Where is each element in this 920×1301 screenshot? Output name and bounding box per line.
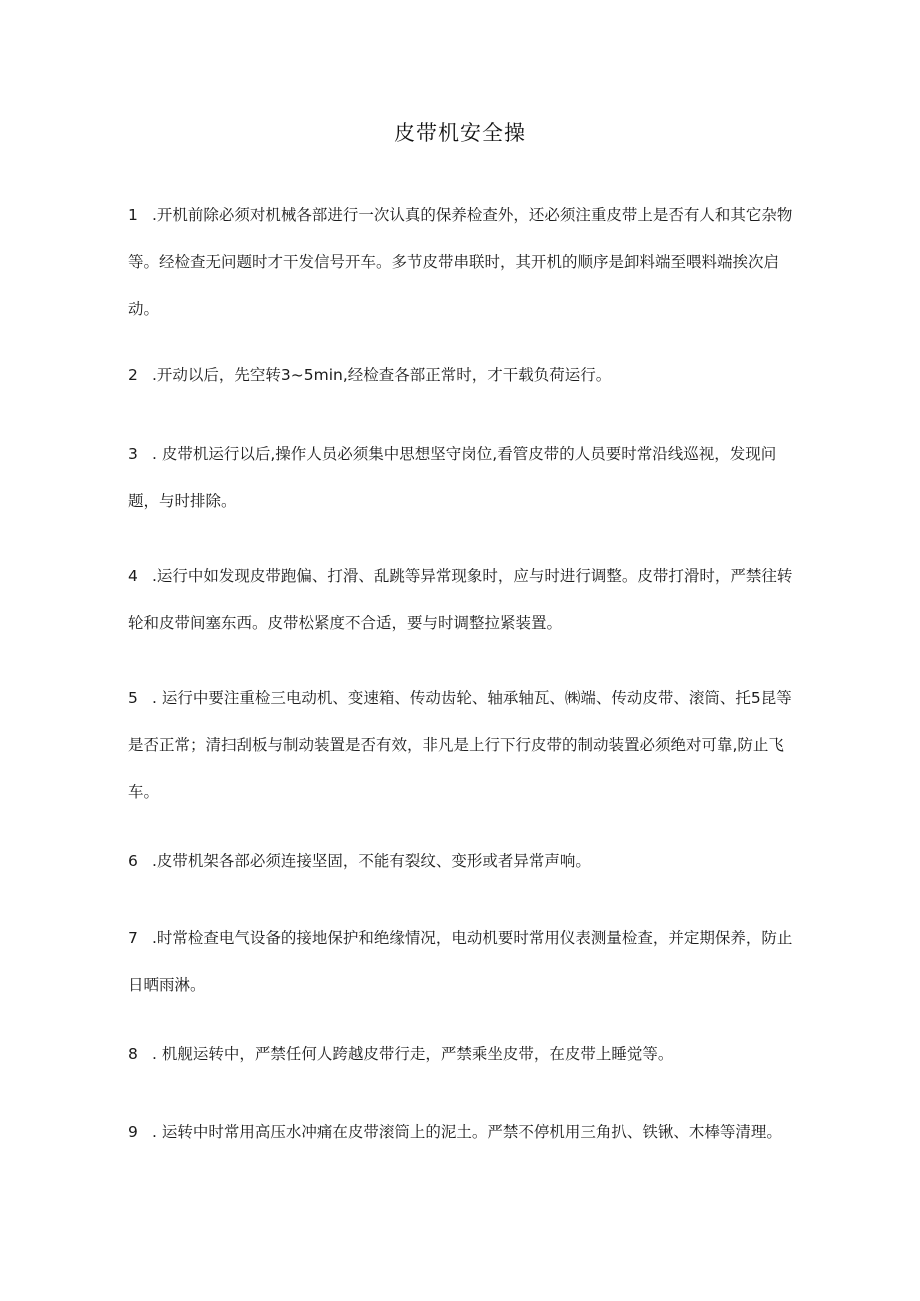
list-item: [128, 431, 800, 525]
document-title: 皮带机安全操: [394, 121, 526, 145]
list-item: [128, 553, 800, 647]
list-item: [128, 915, 800, 1009]
list-item: [128, 352, 800, 399]
item-number: 1: [128, 206, 138, 224]
item-text: . 皮带机运行以后,操作人员必须集中思想坚守岗位,看管皮带的人员要时常沿线巡视，发现问题，与时排除。: [128, 445, 777, 510]
list-item: [128, 838, 800, 885]
item-text: .开机前除必须对机械各部进行一次认真的保养检查外，还必须注重皮带上是否有人和其它杂物等。经检查无问题时才干发信号开车。多节皮带串联时，其开机的顺序是卸料端至喂料端挨次启动。: [128, 206, 793, 318]
item-number: 3: [128, 445, 138, 463]
item-number: 6: [128, 852, 138, 870]
item-text: . 运转中时常用高压水冲痛在皮带滚筒上的泥土。严禁不停机用三角扒、铁锹、木棒等清理。: [152, 1123, 782, 1141]
item-number: 8: [128, 1045, 138, 1063]
item-number: 2: [128, 366, 138, 384]
item-number: 7: [128, 929, 138, 947]
list-item: [128, 675, 800, 816]
item-text: .运行中如发现皮带跑偏、打滑、乱跳等异常现象时，应与时进行调整。皮带打滑时，严禁往转轮和皮带间塞东西。皮带松紧度不合适，要与时调整拉紧装置。: [128, 567, 793, 632]
item-text: . 运行中要注重检三电动机、变速箱、传动齿轮、轴承轴瓦、㈱端、传动皮带、滚筒、托5昆等是否正常；清扫刮板与制动装置是否有效，非凡是上行下行皮带的制动装置必须绝对可靠,防止飞车。: [128, 689, 792, 801]
item-number: 4: [128, 567, 138, 585]
list-item: [128, 192, 800, 333]
item-text: .皮带机架各部必须连接坚固，不能有裂纹、变形或者异常声响。: [152, 852, 591, 870]
item-text: .时常检查电气设备的接地保护和绝缘情况，电动机要时常用仪表测量检查，并定期保养，防止日晒雨淋。: [128, 929, 793, 994]
list-item: [128, 1109, 800, 1156]
item-text: . 机舰运转中，严禁任何人跨越皮带行走，严禁乘坐皮带，在皮带上睡觉等。: [152, 1045, 674, 1063]
list-item: [128, 1031, 800, 1078]
item-number: 9: [128, 1123, 138, 1141]
item-number: 5: [128, 689, 138, 707]
item-text: .开动以后，先空转3~5min,经检查各部正常时，才干载负荷运行。: [152, 366, 612, 384]
